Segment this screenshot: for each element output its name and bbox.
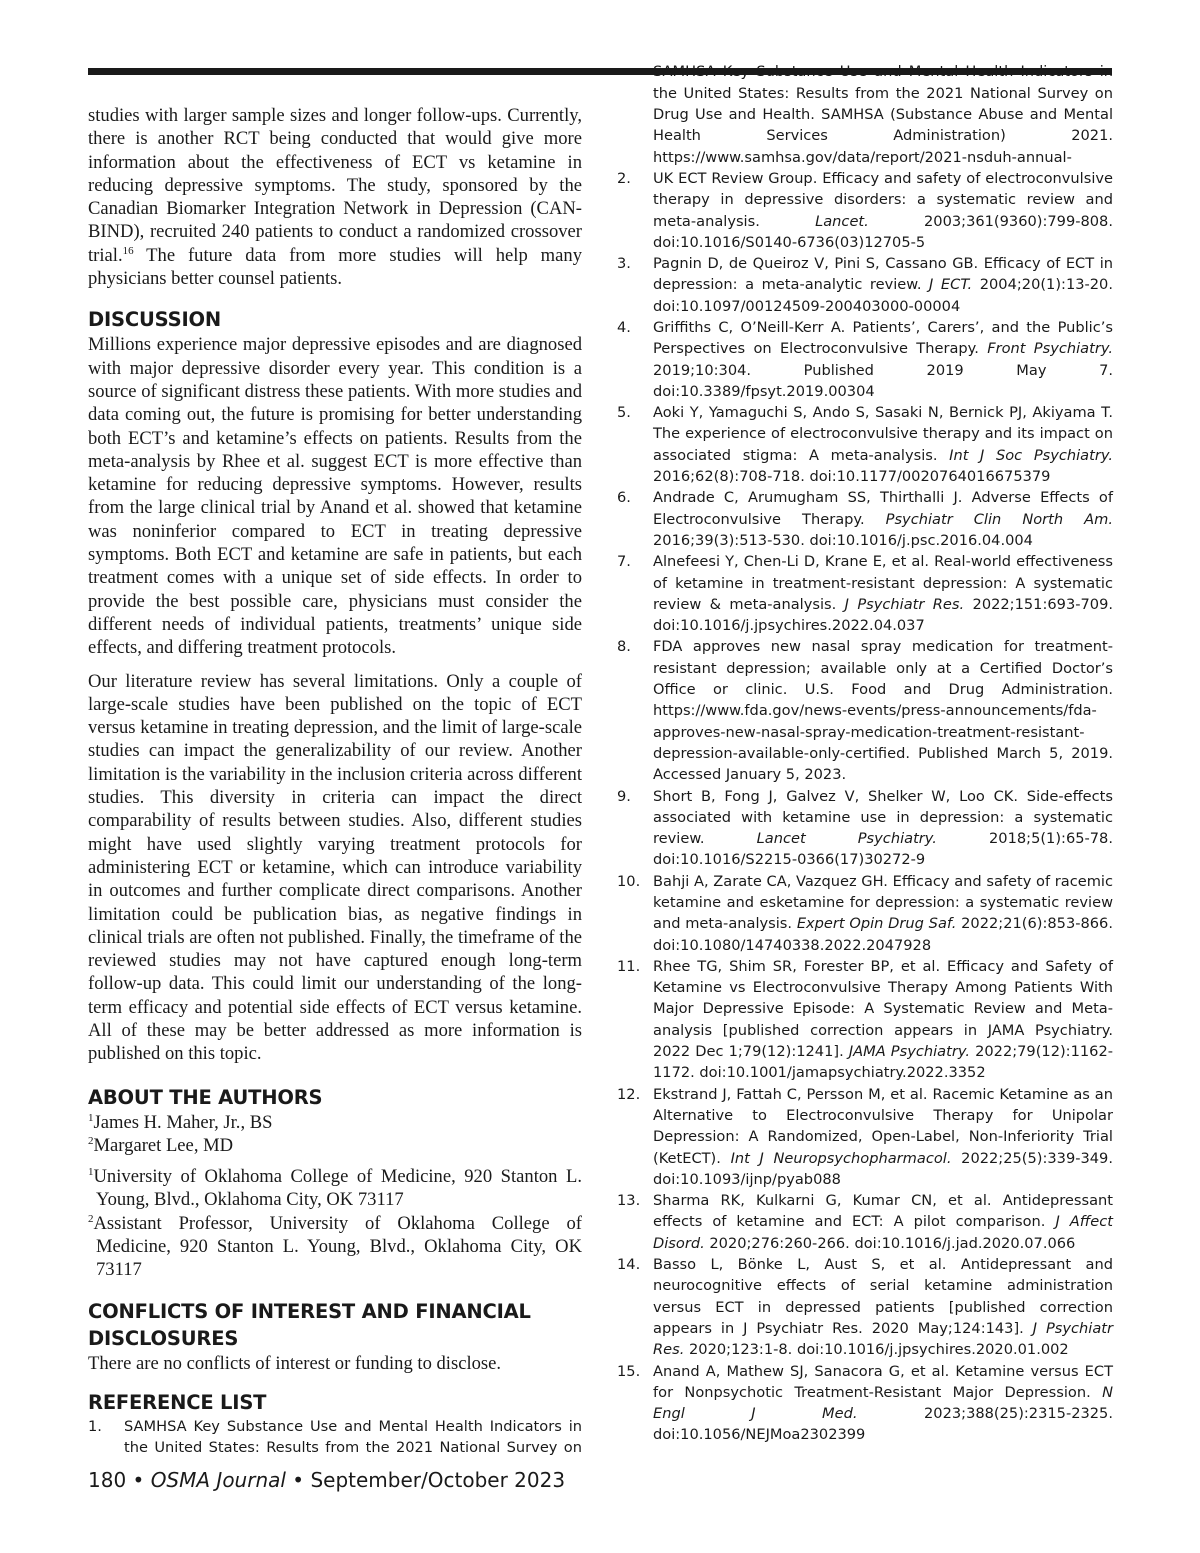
reference-number: 4. (617, 318, 631, 336)
intro-paragraph: studies with larger sample sizes and longer follow-ups. Currently, there is another RCT being conducted that would give more information about the effectiveness of ECT vs ketamine in reducing depressive symptoms. The study, sponsored by the Canadian Biomarker Integration Network in Depression (CAN-BIND), recruited 240 patients to conduct a randomized crossover trial.$^{16}$ The future data from more studies will help many physicians better counsel patients. (88, 105, 582, 290)
reference-details: 2016;39(3):513-530. doi:10.1016/j.psc.2016.04.004 (653, 531, 1033, 549)
reference-number: 11. (617, 957, 641, 975)
reference-text: Alnefeesi Y, Chen-Li D, Krane E, et al. Real-world effectiveness of ketamine in treatment-resistant depression: A systematic review & meta-analysis. (653, 553, 1113, 613)
reference-item (617, 636, 1113, 785)
reference-list-left (88, 1416, 582, 1458)
reference-details: 2022;25(5):339-349. doi:10.1093/ijnp/pyab088 (653, 1149, 1113, 1188)
reference-item (617, 317, 1113, 402)
reference-journal: Int J Soc Psychiatry. (949, 446, 1113, 464)
reference-number: 9. (617, 787, 631, 805)
affiliation: $^1$University of Oklahoma College of Medicine, 920 Stanton L. Young, Blvd., Oklahoma City, OK 73117 (88, 1165, 582, 1211)
author-name: $^1$James H. Maher, Jr., BS (88, 1111, 273, 1133)
reference-number: 10. (617, 872, 641, 890)
reference-item (617, 487, 1113, 551)
reference-text: Anand A, Mathew SJ, Sanacora G, et al. Ketamine versus ECT for Nonpsychotic Treatment-Resistant Major Depression. (653, 1362, 1113, 1401)
reference-text: FDA approves new nasal spray medication for treatment-resistant depression; available only at a Certified Doctor’s Office or clinic. U.S. Food and Drug Administration. https://www.fda.gov/news-events/press-announcements/fda-approves-new-nasal-spray-medication-treatment-resistant-depression-available-only-certified. Published March 5, 2019. Accessed January 5, 2023. (653, 638, 1113, 784)
reference-text: Basso L, Bönke L, Aust S, et al. Antidepressant and neurocognitive effects of serial ketamine administration versus ECT in depressed patients [published correction appears in J Psychiatr Res. 2020 May;124:143]. (653, 1256, 1113, 1337)
reference-number: 5. (617, 404, 631, 422)
reference-number: 14. (617, 1256, 641, 1274)
reference-item (617, 551, 1113, 636)
reference-item (617, 253, 1113, 317)
reference-details: 2003;361(9360):799-808. doi:10.1016/S0140-6736(03)12705-5 (653, 212, 1113, 251)
page-footer: 180 • OSMA Journal • September/October 2023 (88, 1468, 566, 1492)
reference-text: Rhee TG, Shim SR, Forester BP, et al. Efficacy and Safety of Ketamine vs Electroconvulsive Therapy Among Patients With Major Depressive Episode: A Systematic Review and Meta-analysis [published correction appears in JAMA Psychiatry. 2022 Dec 1;79(12):1241]. (653, 957, 1113, 1061)
conflicts-heading: CONFLICTS OF INTEREST AND FINANCIAL DISCLOSURES (88, 1299, 531, 1350)
reference-journal: J Affect Disord. (653, 1213, 1113, 1252)
reference-number: 2. (617, 169, 631, 187)
reference-item (617, 871, 1113, 956)
reference-text: Pagnin D, de Queiroz V, Pini S, Cassano GB. Efficacy of ECT in depression: a meta-analytic review. (653, 255, 1113, 294)
reference-details: 2022;151:693-709. doi:10.1016/j.jpsychires.2022.04.037 (653, 595, 1113, 635)
reference-details: 2004;20(1):13-20. doi:10.1097/00124509-200403000-00004 (653, 276, 1113, 315)
reference-journal: Lancet. (815, 212, 869, 230)
authors-list (88, 1111, 582, 1282)
reference-text: Ekstrand J, Fattah C, Persson M, et al. Racemic Ketamine as an Alternative to Electroconvulsive Therapy for Unipolar Depression: A Randomized, Open-Label, Non-Inferiority Trial (KetECT). (653, 1085, 1113, 1167)
reference-journal: JAMA Psychiatry. (848, 1043, 970, 1061)
reference-text: Short B, Fong J, Galvez V, Shelker W, Loo CK. Side-effects associated with ketamine use in depression: a systematic review. (653, 787, 1113, 848)
affiliations (88, 1165, 582, 1281)
reference-number: 13. (617, 1192, 641, 1210)
reference-details: 2016;62(8):708-718. doi:10.1177/0020764016675379 (653, 468, 1051, 486)
affiliation: $^2$Assistant Professor, University of Oklahoma College of Medicine, 920 Stanton L. Young, Blvd., Oklahoma City, OK 73117 (88, 1212, 582, 1281)
discussion-paragraph: Millions experience major depressive episodes and are diagnosed with major depressive disorder every year. This condition is a source of significant distress these patients. With more studies and data coming out, the future is promising for better understanding both ECT’s and ketamine’s effects on patients. Results from the meta-analysis by Rhee et al. suggest ECT is more effective than ketamine for reducing depressive symptoms. However, results from the large clinical trial by Anand et al. showed that ketamine was noninferior compared to ECT in treating depressive symptoms. Both ECT and ketamine are safe in patients, but each treatment comes with a unique set of side effects. In order to provide the best possible care, physicians must consider the different needs of individual patients, treatments’ unique side effects, and differing treatment protocols. (88, 334, 582, 659)
reference-details: 2019;10:304. Published 2019 May 7. doi:10.3389/fpsyt.2019.00304 (653, 361, 1113, 400)
reference-item (617, 1254, 1113, 1360)
conflicts-text: There are no conflicts of interest or funding to disclose. (88, 1352, 502, 1374)
reference-details: 2023;388(25):2315-2325. doi:10.1056/NEJMoa2302399 (653, 1405, 1113, 1444)
left-column (88, 104, 582, 1458)
reference-item (617, 956, 1113, 1084)
reference-number: 7. (617, 553, 631, 571)
reference-details: 2022;79(12):1162-1172. doi:10.1001/jamapsychiatry.2022.3352 (653, 1043, 1113, 1082)
reference-list-right (617, 61, 1113, 168)
authors-heading: ABOUT THE AUTHORS (88, 1085, 323, 1109)
reference-journal: Lancet Psychiatry. (756, 830, 937, 848)
reference-details: 2020;276:260-266. doi:10.1016/j.jad.2020.07.066 (704, 1234, 1076, 1252)
reference-item (617, 168, 1113, 253)
right-column (617, 63, 1114, 1446)
reference-item-continued: SAMHSA Key Substance Use and Mental Health Indicators in the United States: Results from the 2021 National Survey on Drug Use and Health. SAMHSA (Substance Abuse and Mental Health Services Administration) 2021. https://www.samhsa.gov/data/report/2021-nsduh-annual- (653, 63, 1113, 166)
reference-text: Griffiths C, O’Neill-Kerr A. Patients’, Carers’, and the Public’s Perspectives on Electroconvulsive Therapy. (653, 318, 1113, 358)
reference-journal: Front Psychiatry. (987, 340, 1113, 358)
reference-item (617, 1361, 1113, 1446)
reference-text: UK ECT Review Group. Efficacy and safety of electroconvulsive therapy in depressive disorders: a systematic review and meta-analysis. (653, 169, 1113, 230)
reference-journal: J Psychiatr Res. (653, 1319, 1113, 1359)
reference-list-heading: REFERENCE LIST (88, 1390, 267, 1414)
reference-journal: J ECT. (929, 276, 973, 294)
discussion-heading: DISCUSSION (88, 308, 221, 332)
author-name: $^2$Margaret Lee, MD (88, 1134, 234, 1156)
reference-item (617, 786, 1113, 871)
reference-list-right-items (617, 168, 1113, 1446)
reference-details: 2020;123:1-8. doi:10.1016/j.jpsychires.2020.01.002 (684, 1341, 1069, 1359)
reference-journal: N Engl J Med. (653, 1383, 1113, 1423)
reference-item: 1. SAMHSA Key Substance Use and Mental Health Indicators in the United States: Results from the 2021 National Survey on (88, 1417, 582, 1457)
journal-name: OSMA Journal (150, 1468, 286, 1492)
reference-journal: Expert Opin Drug Saf. (796, 915, 957, 933)
reference-number: 15. (617, 1362, 641, 1380)
reference-text: Sharma RK, Kulkarni G, Kumar CN, et al. Antidepressant effects of ketamine and ECT: A pilot comparison. (653, 1192, 1113, 1231)
reference-journal: J Psychiatr Res. (844, 595, 965, 613)
reference-item (617, 1084, 1113, 1190)
reference-number: 8. (617, 638, 631, 656)
reference-number: 3. (617, 255, 631, 273)
reference-text: Bahji A, Zarate CA, Vazquez GH. Efficacy and safety of racemic ketamine and esketamine for depression: a systematic review and meta-analysis. (653, 872, 1113, 933)
reference-item (617, 1190, 1113, 1254)
reference-journal: Psychiatr Clin North Am. (885, 510, 1114, 528)
reference-text: Aoki Y, Yamaguchi S, Ando S, Sasaki N, Bernick PJ, Akiyama T. The experience of electroconvulsive therapy and its impact on associated stigma: A meta-analysis. (653, 404, 1113, 464)
reference-details: 2018;5(1):65-78. doi:10.1016/S2215-0366(17)30272-9 (653, 830, 1113, 869)
discussion-paragraph: Our literature review has several limitations. Only a couple of large-scale studies have been published on the topic of ECT versus ketamine in treating depression, and the limit of large-scale studies can impact the generalizability of our review. Another limitation is the variability in the inclusion criteria across different studies. This diversity in criteria can impact the direct comparability of results between studies. Also, different studies might have used slightly varying treatment protocols for administering ECT or ketamine, which can introduce variability in outcomes and further complicate direct comparisons. Another limitation could be publication bias, as negative findings in clinical trials are often not published. Finally, the timeframe of the reviewed studies may not have captured enough long-term follow-up data. This could limit our understanding of the long-term efficacy and potential side effects of ECT versus ketamine. All of these may be better addressed as more information is published on this topic. (88, 670, 582, 1065)
reference-number: 12. (617, 1085, 641, 1103)
discussion-body (88, 333, 582, 1065)
reference-details: 2022;21(6):853-866. doi:10.1080/14740338.2022.2047928 (653, 915, 1113, 954)
reference-item (617, 402, 1113, 487)
reference-number: 6. (617, 489, 631, 507)
reference-text: Andrade C, Arumugham SS, Thirthalli J. Adverse Effects of Electroconvulsive Therapy. (653, 489, 1113, 528)
reference-journal: Int J Neuropsychopharmacol. (730, 1149, 952, 1167)
